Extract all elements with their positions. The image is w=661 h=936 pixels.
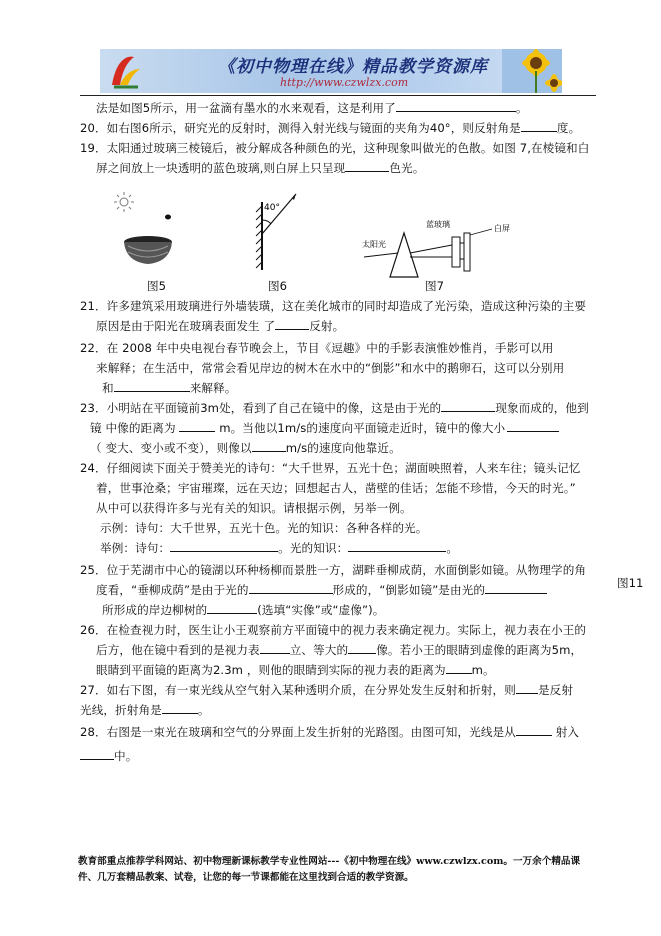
- figure-7: [360, 205, 550, 280]
- text-line: （ 变大、变小或不变），则像以 m/s的速度向他靠近。: [90, 441, 401, 455]
- figure-7-glass-label: 蓝玻璃: [426, 220, 450, 229]
- text-line: 后方，他在镜中看到的是视力表 立、等大的 像。若小王的眼睛到虚像的距离为5m，: [96, 643, 583, 657]
- text-line: 镜 中像的距离为 m。当他以1m/s的速度向平面镜走近时，镜中的像大小: [90, 420, 559, 436]
- footer-line-2: 件、几万套精品教案、试卷，让您的每一节课都能在这里找到合适的教学资源。: [78, 872, 414, 883]
- question-26: 26．在检查视力时，医生让小王观察前方平面镜中的视力表来确定视力。实际上，视力表在小王的: [80, 623, 587, 637]
- text-line: 原因是由于阳光在玻璃表面发生 了 反射。: [96, 319, 345, 333]
- header-banner: [100, 49, 562, 93]
- question-21: 21．许多建筑采用玻璃进行外墙装璜，这在美化城市的同时却造成了光污染，造成这种污染的主要: [80, 299, 587, 313]
- banner-title: 《初中物理在线》精品教学资源库: [218, 57, 488, 77]
- question-23: 23．小明站在平面镜前3m处，看到了自己在镜中的像，这是由于光的 现象而成的，他到: [80, 401, 589, 415]
- question-20: 20．如右图6所示，研究光的反射时，测得入射光线与镜面的夹角为40°，则反射角是 度。: [80, 121, 581, 135]
- question-19: 19．太阳通过玻璃三棱镜后，被分解成各种颜色的光，这种现象叫做光的色散。如图 7,在棱镜和白: [80, 141, 590, 155]
- text-line: 从中可以获得许多与光有关的知识。请根据示例，另举一例。: [96, 501, 412, 515]
- banner-url[interactable]: http://www.czwlzx.com: [280, 76, 409, 89]
- text-line: 所形成的岸边柳树的 (选填“实像”或“虚像”)。: [102, 603, 385, 617]
- text-line: 眼睛到平面镜的距离为2.3m ，则他的眼睛到实际的视力表的距离为 m。: [96, 663, 495, 677]
- figure-5: [110, 190, 185, 270]
- question-22: 22．在 2008 年中央电视台春节晚会上，节目《逗趣》中的手影表演惟妙惟肖，手影可以用: [80, 341, 554, 355]
- answer-line: 举例：诗句： 。光的知识： 。: [100, 541, 459, 555]
- question-27: 27．如右下图，有一束光线从空气射入某种透明介质，在分界处发生反射和折射，则 是反射: [80, 683, 574, 697]
- figure-6-label: 图6: [268, 279, 287, 293]
- question-24: 24．仔细阅读下面关于赞美光的诗句：“大千世界，五光十色；湖面映照着，人来车往；镜头记忆: [80, 461, 581, 475]
- question-25: 25．位于芜湖市中心的镜湖以环种杨柳而景胜一方，湖畔垂柳成荫，水面倒影如镜。从物理学的角: [80, 563, 587, 577]
- figure-6-angle: 40°: [264, 203, 280, 213]
- text-line: 和 来解释。: [102, 381, 237, 395]
- header-rule: [80, 95, 596, 96]
- figure-7-sunlight-label: 太阳光: [362, 240, 386, 249]
- text-line: 着，世事沧桑；宇宙璀璨，远在天边；回想起古人，凿壁的佳话；怎能不珍惜，今天的时光。”: [96, 481, 576, 495]
- question-28: 28．右图是一束光在玻璃和空气的分界面上发生折射的光路图。由图可知，光线是从 射入: [80, 725, 580, 739]
- figure-7-screen-label: 白屏: [494, 224, 510, 233]
- figure-11-label: 图11: [617, 576, 644, 590]
- text-line: 法是如图5所示，用一盆滴有墨水的水来观看，这是利用了 。: [96, 101, 528, 115]
- figure-5-label: 图5: [147, 279, 166, 293]
- site-logo-icon: [104, 51, 144, 91]
- figure-7-label: 图7: [425, 279, 444, 293]
- text-line: 屏之间放上一块透明的蓝色玻璃,则白屏上只呈现 色光。: [96, 161, 425, 175]
- example-line: 示例：诗句：大千世界，五光十色。光的知识：各种各样的光。: [100, 521, 428, 535]
- sunflower-icon: [502, 49, 562, 93]
- figure-6: [240, 190, 310, 275]
- text-line: 光线，折射角是 。: [80, 703, 210, 717]
- text-line: 度看，“垂柳成荫”是由于光的 形成的，“倒影如镜”是由光的: [96, 582, 547, 598]
- text-line: 中。: [80, 748, 137, 764]
- footer-line-1: 教育部重点推荐学科网站、初中物理新课标教学专业性网站---《初中物理在线》www.czwlzx.com。一万余个精品课: [78, 856, 581, 867]
- text-line: 来解释；在生活中，常常会看见岸边的树木在水中的“倒影”和水中的鹅卵石，这可以分别用: [96, 361, 565, 375]
